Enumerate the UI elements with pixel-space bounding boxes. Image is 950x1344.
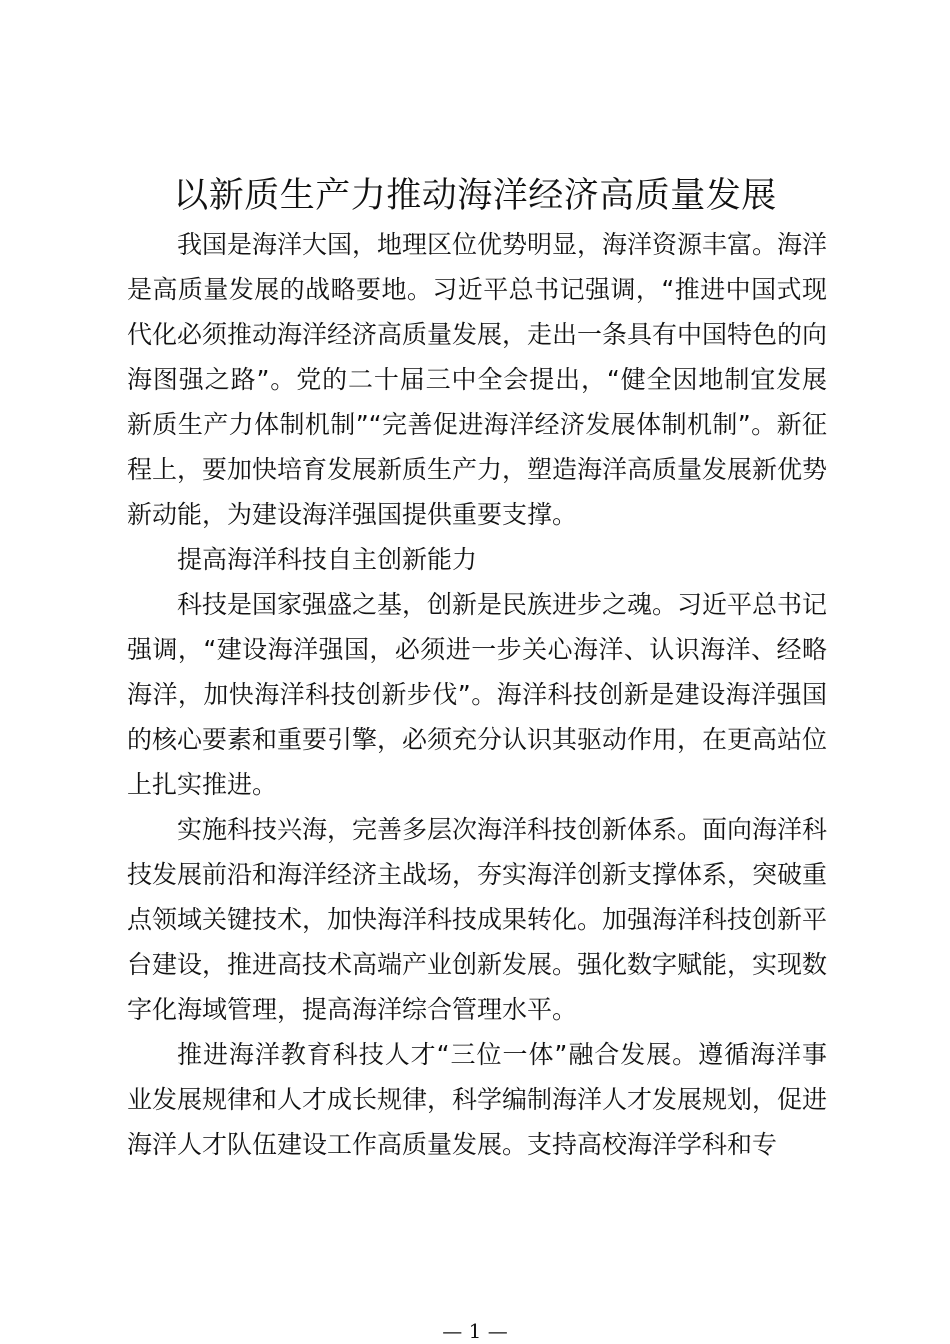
paragraph-tech-innovation: 科技是国家强盛之基，创新是民族进步之魂。习近平总书记强调，“建设海洋强国，必须进一步关心海洋、认识海洋、经略海洋，加快海洋科技创新步伐”。海洋科技创新是建设海洋强国的核心要素和重要引擎，必须充分认识其驱动作用，在更高站位上扎实推进。 [127,590,828,799]
document-title: 以新质生产力推动海洋经济高质量发展 [173,176,777,216]
paragraph-talent: 推进海洋教育科技人才“三位一体”融合发展。遵循海洋事业发展规律和人才成长规律，科学编制海洋人才发展规划，促进海洋人才队伍建设工作高质量发展。支持高校海洋学科和专 [127,1040,828,1159]
document-body [127,222,827,1167]
paragraph-tech-system: 实施科技兴海，完善多层次海洋科技创新体系。面向海洋科技发展前沿和海洋经济主战场，夯实海洋创新支撑体系，突破重点领域关键技术，加快海洋科技成果转化。加强海洋科技创新平台建设，推进高技术高端产业创新发展。强化数字赋能，实现数字化海域管理，提高海洋综合管理水平。 [127,815,828,1024]
section-heading: 提高海洋科技自主创新能力 [177,545,478,574]
paragraph-intro: 我国是海洋大国，地理区位优势明显，海洋资源丰富。海洋是高质量发展的战略要地。习近平总书记强调，“推进中国式现代化必须推动海洋经济高质量发展，走出一条具有中国特色的向海图强之路”。党的二十届三中全会提出，“健全因地制宜发展新质生产力体制机制”“完善促进海洋经济发展体制机制”。新征程上，要加快培育发展新质生产力，塑造海洋高质量发展新优势新动能，为建设海洋强国提供重要支撑。 [127,230,828,529]
page-number: — 1 — [442,1319,508,1343]
